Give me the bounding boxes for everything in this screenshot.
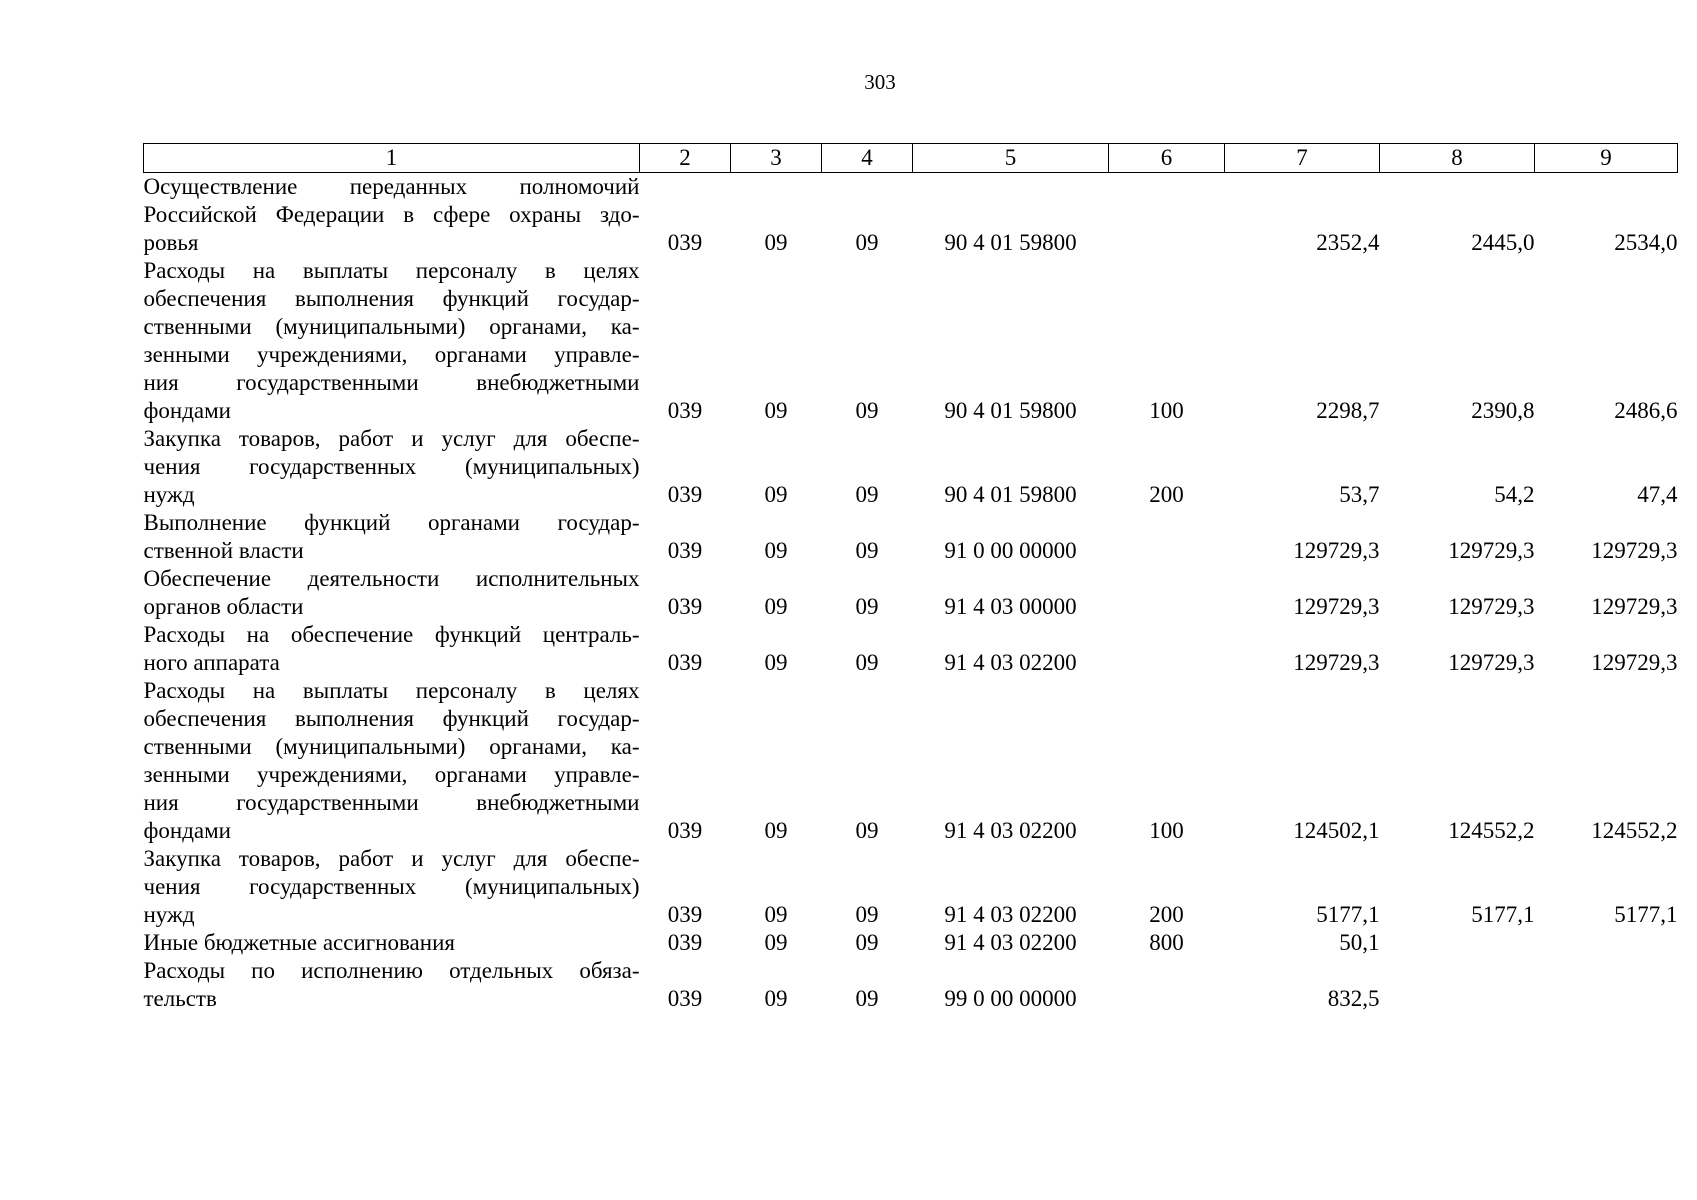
- amount-year-2: 129729,3: [1448, 650, 1535, 675]
- amount-year-1: 2352,4: [1316, 230, 1380, 255]
- description-line: Расходы на обеспечение функций централь-: [143, 622, 640, 647]
- row-description: [144, 425, 640, 509]
- subsection-code: 09: [855, 230, 879, 255]
- section-code: 09: [764, 482, 788, 507]
- description-line: фондами: [143, 818, 231, 843]
- description-line: Осуществление переданных полномочий: [143, 174, 640, 199]
- amount-year-2: 2390,8: [1471, 398, 1535, 423]
- table-row: [144, 621, 1678, 677]
- description-line: ного аппарата: [143, 650, 280, 675]
- target-article-code: 91 4 03 02200: [944, 818, 1077, 843]
- section-code: 09: [764, 986, 788, 1011]
- grbs-code: 039: [667, 930, 703, 955]
- amount-year-3: 129729,3: [1591, 594, 1678, 619]
- description-line: Иные бюджетные ассигнования: [143, 930, 455, 955]
- description-line: Обеспечение деятельности исполнительных: [143, 566, 640, 591]
- amount-year-2: 2445,0: [1471, 230, 1535, 255]
- table-row: [144, 425, 1678, 509]
- subsection-code: 09: [855, 538, 879, 563]
- section-code: 09: [764, 930, 788, 955]
- amount-year-3: 2534,0: [1614, 230, 1678, 255]
- description-line: Российской Федерации в сфере охраны здо-: [143, 202, 640, 227]
- table-row: [144, 929, 1678, 957]
- target-article-code: 90 4 01 59800: [944, 230, 1077, 255]
- description-line: обеспечения выполнения функций государ-: [143, 706, 640, 731]
- amount-year-1: 5177,1: [1316, 902, 1380, 927]
- header-row: [144, 144, 1678, 173]
- description-line: зенными учреждениями, органами управле-: [143, 762, 640, 787]
- description-line: чения государственных (муниципальных): [143, 874, 640, 899]
- amount-year-1: 2298,7: [1316, 398, 1380, 423]
- expense-type-code: [1109, 621, 1225, 677]
- description-line: обеспечения выполнения функций государ-: [143, 286, 640, 311]
- description-line: органов области: [143, 594, 304, 619]
- amount-year-2: 54,2: [1494, 482, 1535, 507]
- target-article-code: 90 4 01 59800: [944, 482, 1077, 507]
- description-line: нужд: [143, 902, 195, 927]
- subsection-code: 09: [855, 482, 879, 507]
- section-code: 09: [764, 398, 788, 423]
- description-line: Расходы по исполнению отдельных обяза-: [143, 958, 640, 983]
- target-article-code: 91 4 03 02200: [944, 930, 1077, 955]
- row-description: [144, 677, 640, 845]
- amount-year-1: 129729,3: [1293, 650, 1380, 675]
- amount-year-1: 124502,1: [1293, 818, 1380, 843]
- table-body: [144, 173, 1678, 1014]
- table-row: [144, 173, 1678, 258]
- table-row: [144, 957, 1678, 1013]
- column-header: 7: [1225, 144, 1380, 173]
- section-code: 09: [764, 818, 788, 843]
- amount-year-2: [1380, 957, 1535, 1013]
- section-code: 09: [764, 230, 788, 255]
- expense-type-code: [1109, 565, 1225, 621]
- description-line: тельств: [143, 986, 217, 1011]
- expense-type-code: [1109, 957, 1225, 1013]
- subsection-code: 09: [855, 398, 879, 423]
- subsection-code: 09: [855, 930, 879, 955]
- table-row: [144, 565, 1678, 621]
- amount-year-3: [1535, 957, 1678, 1013]
- amount-year-3: 129729,3: [1591, 650, 1678, 675]
- column-header: 6: [1109, 144, 1225, 173]
- expense-type-code: 800: [1149, 930, 1184, 955]
- description-line: ния государственными внебюджетными: [143, 370, 640, 395]
- table-row: [144, 509, 1678, 565]
- amount-year-3: 2486,6: [1614, 398, 1678, 423]
- column-header: 4: [822, 144, 913, 173]
- description-line: ственными (муниципальными) органами, ка-: [143, 314, 640, 339]
- description-line: Расходы на выплаты персоналу в целях: [143, 258, 640, 283]
- page-number: 303: [864, 70, 896, 94]
- amount-year-2: 124552,2: [1448, 818, 1535, 843]
- amount-year-3: 124552,2: [1591, 818, 1678, 843]
- description-line: ственной власти: [143, 538, 304, 563]
- table-row: [144, 257, 1678, 425]
- target-article-code: 91 4 03 02200: [944, 650, 1077, 675]
- subsection-code: 09: [855, 650, 879, 675]
- amount-year-2: 129729,3: [1448, 594, 1535, 619]
- target-article-code: 91 0 00 00000: [944, 538, 1077, 563]
- column-header: 8: [1380, 144, 1535, 173]
- grbs-code: 039: [667, 398, 703, 423]
- amount-year-1: 50,1: [1339, 930, 1380, 955]
- row-description: [144, 173, 640, 258]
- grbs-code: 039: [667, 538, 703, 563]
- description-line: ственными (муниципальными) органами, ка-: [143, 734, 640, 759]
- row-description: [144, 957, 640, 1013]
- description-line: чения государственных (муниципальных): [143, 454, 640, 479]
- subsection-code: 09: [855, 818, 879, 843]
- description-line: ровья: [143, 230, 199, 255]
- expense-type-code: 100: [1149, 398, 1184, 423]
- description-line: нужд: [143, 482, 195, 507]
- column-header: 2: [640, 144, 731, 173]
- grbs-code: 039: [667, 818, 703, 843]
- amount-year-3: 47,4: [1637, 482, 1678, 507]
- target-article-code: 99 0 00 00000: [944, 986, 1077, 1011]
- description-line: Расходы на выплаты персоналу в целях: [143, 678, 640, 703]
- row-description: [144, 845, 640, 929]
- grbs-code: 039: [667, 230, 703, 255]
- column-header: 1: [144, 144, 640, 173]
- grbs-code: 039: [667, 482, 703, 507]
- section-code: 09: [764, 538, 788, 563]
- expense-type-code: 200: [1149, 902, 1184, 927]
- section-code: 09: [764, 650, 788, 675]
- amount-year-3: 5177,1: [1614, 902, 1678, 927]
- amount-year-1: 832,5: [1327, 986, 1380, 1011]
- expense-type-code: 200: [1149, 482, 1184, 507]
- target-article-code: 91 4 03 00000: [944, 594, 1077, 619]
- column-header: 3: [731, 144, 822, 173]
- description-line: Закупка товаров, работ и услуг для обеспе-: [143, 846, 640, 871]
- grbs-code: 039: [667, 986, 703, 1011]
- amount-year-3: [1535, 929, 1678, 957]
- amount-year-2: 129729,3: [1448, 538, 1535, 563]
- row-description: [144, 621, 640, 677]
- target-article-code: 90 4 01 59800: [944, 398, 1077, 423]
- row-description: [144, 509, 640, 565]
- description-line: Выполнение функций органами государ-: [143, 510, 640, 535]
- amount-year-2: 5177,1: [1471, 902, 1535, 927]
- subsection-code: 09: [855, 986, 879, 1011]
- expense-type-code: [1109, 173, 1225, 258]
- subsection-code: 09: [855, 594, 879, 619]
- grbs-code: 039: [667, 650, 703, 675]
- row-description: [144, 565, 640, 621]
- subsection-code: 09: [855, 902, 879, 927]
- amount-year-1: 129729,3: [1293, 538, 1380, 563]
- grbs-code: 039: [667, 902, 703, 927]
- expense-type-code: 100: [1149, 818, 1184, 843]
- column-header: 9: [1535, 144, 1678, 173]
- description-line: ния государственными внебюджетными: [143, 790, 640, 815]
- section-code: 09: [764, 594, 788, 619]
- target-article-code: 91 4 03 02200: [944, 902, 1077, 927]
- expense-type-code: [1109, 509, 1225, 565]
- description-line: зенными учреждениями, органами управле-: [143, 342, 640, 367]
- table-row: [144, 845, 1678, 929]
- grbs-code: 039: [667, 594, 703, 619]
- table-row: [144, 677, 1678, 845]
- column-header: 5: [913, 144, 1109, 173]
- budget-table: [143, 143, 1678, 1013]
- description-line: Закупка товаров, работ и услуг для обеспе-: [143, 426, 640, 451]
- description-line: фондами: [143, 398, 231, 423]
- section-code: 09: [764, 902, 788, 927]
- amount-year-2: [1380, 929, 1535, 957]
- amount-year-1: 53,7: [1339, 482, 1380, 507]
- amount-year-1: 129729,3: [1293, 594, 1380, 619]
- amount-year-3: 129729,3: [1591, 538, 1678, 563]
- row-description: [144, 257, 640, 425]
- row-description: [144, 929, 640, 957]
